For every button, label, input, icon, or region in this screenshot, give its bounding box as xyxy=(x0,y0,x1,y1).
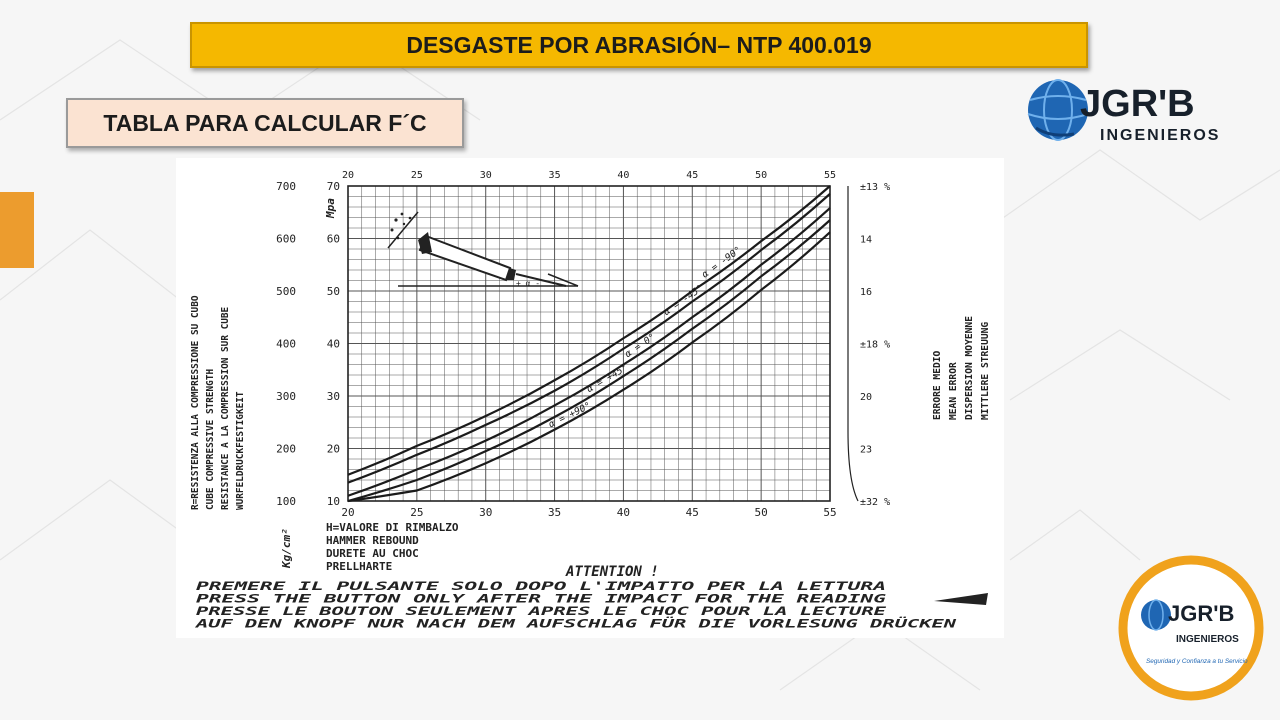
logo-badge-slogan: Seguridad y Confianza a tu Servicio xyxy=(1146,658,1248,665)
slide-title: DESGASTE POR ABRASIÓN– NTP 400.019 xyxy=(406,31,872,58)
error-label-line: ERRORE MEDIO xyxy=(932,350,943,420)
subtitle-box xyxy=(66,98,464,148)
series-label: α = +45° xyxy=(584,362,630,396)
y-tick-label-mpa: 20 xyxy=(326,442,340,456)
series-line xyxy=(348,232,830,501)
y-tick-label-kgcm2: 700 xyxy=(276,180,296,193)
y-axis-label-line: WURFELDRUCKFESTIGKEIT xyxy=(235,391,246,510)
error-tick-label: 14 xyxy=(860,234,873,246)
x-tick-label-bottom: 45 xyxy=(685,506,699,519)
y-tick-label-kgcm2: 100 xyxy=(276,495,296,508)
x-tick-label-top: 55 xyxy=(823,170,837,181)
company-logo-badge xyxy=(1116,553,1266,703)
error-label-line: MEAN ERROR xyxy=(948,362,959,420)
x-tick-label-bottom: 35 xyxy=(547,506,562,519)
x-tick-label-bottom: 20 xyxy=(341,506,355,519)
error-tick-label: 16 xyxy=(860,287,873,298)
company-logo-top xyxy=(1022,72,1222,144)
logo-badge-tagline: INGENIEROS xyxy=(1176,634,1239,645)
y-axis-label-line: RESISTANCE A LA COMPRESSION SUR CUBE xyxy=(220,306,231,510)
attention-line: PREMERE IL PULSANTE SOLO DOPO L'IMPATTO PER LA LETTURA xyxy=(196,580,886,593)
x-axis-label-line: H=VALORE DI RIMBALZO xyxy=(326,521,459,534)
hammer-angle-label: + α - xyxy=(516,279,541,288)
attention-title: ATTENTION ! xyxy=(566,564,659,580)
y-tick-label-kgcm2: 600 xyxy=(276,232,296,246)
y-axis-label-line: CUBE COMPRESSIVE STRENGTH xyxy=(205,368,216,510)
x-axis-label-line: HAMMER REBOUND xyxy=(326,534,419,547)
y-tick-label-kgcm2: 300 xyxy=(276,390,296,403)
attention-line: PRESSE LE BOUTON SEULEMENT APRES LE CHOC POUR LA LECTURE xyxy=(196,605,887,618)
error-label-line: DISPERSION MOYENNE xyxy=(964,316,975,420)
x-axis-label-line: DURETE AU CHOC xyxy=(326,547,419,560)
error-scale-boundary xyxy=(848,186,858,501)
y-tick-label-kgcm2: 500 xyxy=(276,285,296,298)
logo-badge-name: JGR'B xyxy=(1168,601,1235,626)
y-unit-kgcm2: Kg/cm² xyxy=(280,528,293,568)
error-label-line: MITTLERE STREUUNG xyxy=(980,321,991,420)
y-unit-mpa: Mpa xyxy=(324,198,337,218)
accent-tab xyxy=(0,192,34,268)
x-tick-label-bottom: 40 xyxy=(616,506,631,519)
rebound-hammer-chart xyxy=(176,158,1004,638)
x-tick-label-bottom: 30 xyxy=(479,506,493,519)
x-tick-label-top: 30 xyxy=(479,170,492,181)
chart-image xyxy=(176,158,1004,638)
error-tick-label: ±18 % xyxy=(860,339,891,351)
y-tick-label-mpa: 30 xyxy=(326,390,340,403)
x-axis-label-line: PRELLHARTE xyxy=(326,560,393,573)
logo-top-name: JGR'B xyxy=(1080,83,1195,125)
y-tick-label-kgcm2: 200 xyxy=(276,442,296,456)
series-line xyxy=(348,186,830,475)
attention-line: AUF DEN KNOPF NUR NACH DEM AUFSCHLAG FÜR DIE VORLESUNG DRÜCKEN xyxy=(196,617,614,631)
series-label: α = 0° xyxy=(623,331,658,361)
x-tick-label-top: 25 xyxy=(410,170,423,181)
series-label: α = +90° xyxy=(546,400,593,431)
y-tick-label-mpa: 70 xyxy=(326,180,340,193)
error-tick-label: ±32 % xyxy=(860,497,891,508)
y-tick-label-mpa: 50 xyxy=(326,285,340,298)
x-tick-label-top: 20 xyxy=(341,170,355,181)
globe-icon xyxy=(1028,80,1088,140)
chart-axis-labels xyxy=(276,170,890,569)
x-tick-label-bottom: 50 xyxy=(754,506,768,519)
logo-top-tagline: INGENIEROS xyxy=(1100,127,1221,144)
x-tick-label-top: 50 xyxy=(755,170,768,181)
x-tick-label-bottom: 55 xyxy=(823,506,837,519)
x-tick-label-top: 35 xyxy=(548,170,561,181)
series-label: α = -45° xyxy=(661,282,706,318)
attention-line: PRESS THE BUTTON ONLY AFTER THE IMPACT FOR THE READING xyxy=(196,592,887,606)
globe-icon xyxy=(1141,600,1171,630)
series-label: α = -90° xyxy=(699,244,744,281)
y-tick-label-mpa: 40 xyxy=(326,337,340,351)
y-axis-label-line: R=RESISTENZA ALLA COMPRESSIONE SU CUBO xyxy=(190,295,201,510)
slide-subtitle: TABLA PARA CALCULAR F´C xyxy=(103,109,427,136)
y-tick-label-mpa: 10 xyxy=(326,495,340,508)
y-tick-label-kgcm2: 400 xyxy=(276,337,296,351)
y-tick-label-mpa: 60 xyxy=(326,232,340,246)
arrow-icon xyxy=(934,593,988,605)
error-tick-label: ±13 % xyxy=(860,182,891,193)
series-line xyxy=(348,194,830,483)
x-tick-label-top: 40 xyxy=(617,170,630,181)
x-tick-label-bottom: 25 xyxy=(410,506,424,519)
error-tick-label: 23 xyxy=(860,444,873,456)
error-tick-label: 20 xyxy=(860,392,873,403)
x-tick-label-top: 45 xyxy=(686,170,699,181)
title-banner xyxy=(190,22,1088,68)
